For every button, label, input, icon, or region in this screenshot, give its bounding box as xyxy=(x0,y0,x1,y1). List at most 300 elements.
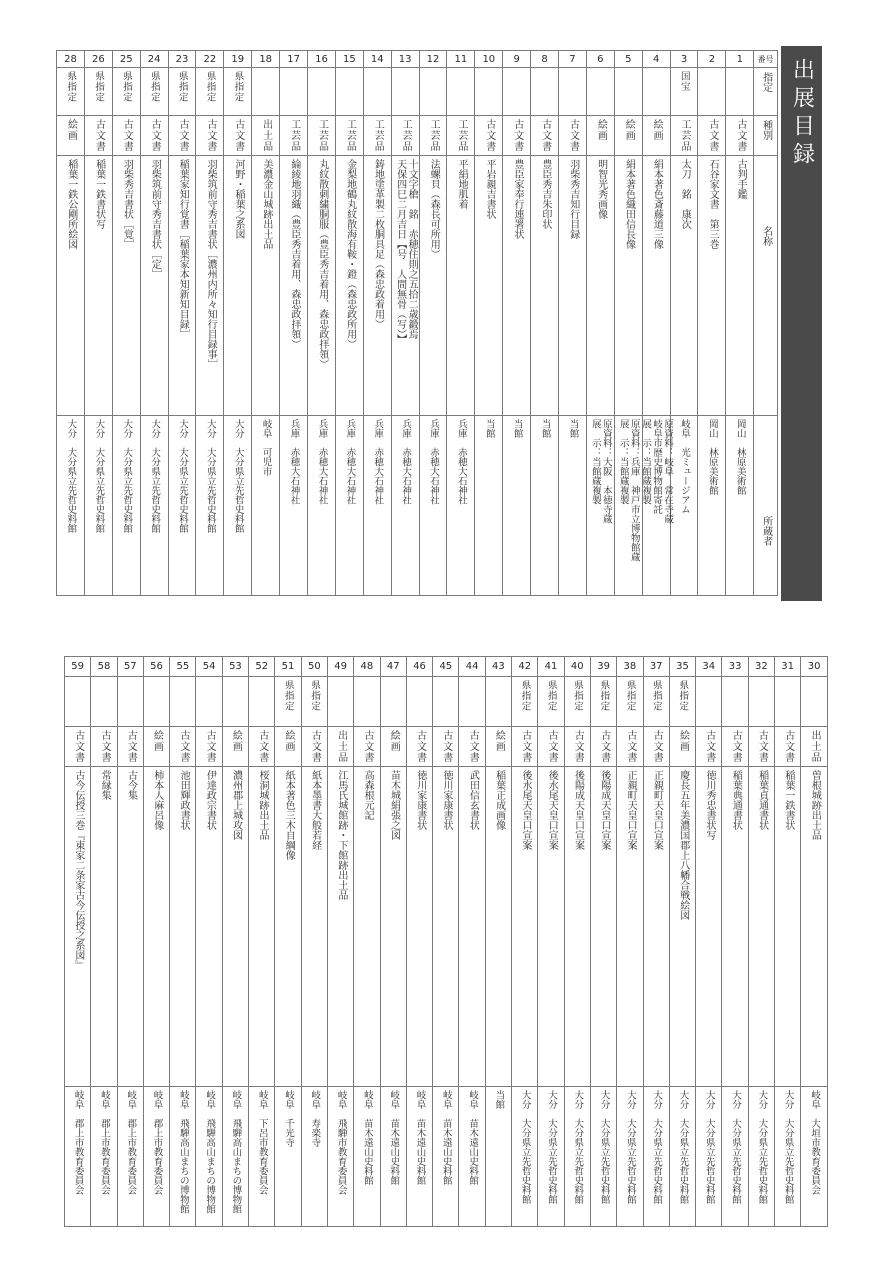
item-name: 池田輝政書状 xyxy=(178,770,190,830)
item-designation: 県指定 xyxy=(204,71,216,103)
catalog-cell-no: 2 xyxy=(698,51,726,68)
item-type: 古文書 xyxy=(545,730,557,763)
catalog-cell-designation xyxy=(590,677,616,727)
catalog-cell-type xyxy=(726,116,754,156)
catalog-cell-no: 8 xyxy=(531,51,559,68)
item-owner: 岐阜 飛騨高山まちの博物館 xyxy=(177,1090,189,1214)
catalog-cell-no: 54 xyxy=(196,657,222,677)
item-owner: 大分 大分県立先哲史料館 xyxy=(624,1090,636,1204)
catalog-cell-type xyxy=(642,116,670,156)
catalog-cell-type xyxy=(301,727,327,767)
item-owner: 大分 大分県立先哲史料館 xyxy=(121,419,133,533)
catalog-cell-designation xyxy=(614,68,642,116)
catalog-cell-designation xyxy=(775,677,801,727)
catalog-cell-type xyxy=(590,727,616,767)
item-designation: 県指定 xyxy=(519,680,531,712)
item-owner: 岐阜 苗木遠山史料館 xyxy=(467,1090,479,1185)
catalog-cell-no: 47 xyxy=(380,657,406,677)
item-name: 慶長五年美濃国郡上八幡合戦絵図 xyxy=(677,770,689,920)
item-type: 古文書 xyxy=(256,730,268,763)
catalog-cell-designation xyxy=(57,68,85,116)
catalog-cell-owner xyxy=(301,1087,327,1227)
catalog-cell-name xyxy=(503,156,531,416)
catalog-cell-no: 33 xyxy=(722,657,748,677)
item-owner: 展 示：当館蔵複製 xyxy=(617,419,629,505)
catalog-cell-type xyxy=(380,727,406,767)
item-owner: 大分 大分県立先哲史料館 xyxy=(149,419,161,533)
table-row-type xyxy=(57,116,778,156)
item-type: 絵画 xyxy=(388,730,400,752)
catalog-cell-type xyxy=(117,727,143,767)
table-row-designation xyxy=(57,68,778,116)
item-type: 出土品 xyxy=(260,119,272,152)
item-owner: 岐阜 飛騨市教育委員会 xyxy=(335,1090,347,1195)
item-name: 濃州郡上城攻図 xyxy=(230,770,242,840)
item-owner: 展 示：当館蔵複製 xyxy=(640,419,652,505)
catalog-cell-owner xyxy=(280,416,308,596)
catalog-cell-no: 18 xyxy=(252,51,280,68)
item-name: 古今集 xyxy=(125,770,137,800)
catalog-cell-designation xyxy=(65,677,91,727)
catalog-cell-owner xyxy=(354,1087,380,1227)
catalog-cell-no: 41 xyxy=(538,657,564,677)
catalog-cell-owner xyxy=(586,416,614,596)
item-type: 古文書 xyxy=(204,730,216,763)
catalog-cell-name xyxy=(252,156,280,416)
catalog-cell-name xyxy=(140,156,168,416)
item-type: 絵画 xyxy=(595,119,607,141)
catalog-cell-no: 52 xyxy=(249,657,275,677)
item-name: 鋳地塗革製二枚胴具足（森忠政着用） xyxy=(372,159,384,329)
catalog-cell-no: 48 xyxy=(354,657,380,677)
catalog-cell-designation xyxy=(308,68,336,116)
item-type: 出土品 xyxy=(335,730,347,763)
catalog-cell-owner xyxy=(459,1087,485,1227)
item-owner: 当館 xyxy=(539,419,551,438)
catalog-cell-name xyxy=(590,767,616,1087)
catalog-cell-type xyxy=(722,727,748,767)
item-type: 工芸品 xyxy=(455,119,467,152)
catalog-cell-name xyxy=(643,767,669,1087)
catalog-cell-owner xyxy=(380,1087,406,1227)
catalog-cell-no: 22 xyxy=(196,51,224,68)
catalog-cell-no: 15 xyxy=(335,51,363,68)
catalog-cell-type xyxy=(196,116,224,156)
item-owner: 岐阜 飛騨高山まちの博物館 xyxy=(230,1090,242,1214)
catalog-cell-owner xyxy=(726,416,754,596)
item-owner: 岐阜 可児市 xyxy=(260,419,272,476)
item-type: 工芸品 xyxy=(428,119,440,152)
catalog-cell-designation xyxy=(222,677,248,727)
item-owner: 岐阜 寿楽寺 xyxy=(309,1090,321,1147)
catalog-cell-no: 17 xyxy=(280,51,308,68)
item-name: 平岩親吉書状 xyxy=(484,159,496,219)
catalog-cell-owner xyxy=(698,416,726,596)
item-type: 古文書 xyxy=(440,730,452,763)
item-owner: 大分 大分県立先哲史料館 xyxy=(93,419,105,533)
catalog-cell-name xyxy=(722,767,748,1087)
catalog-cell-no: 4 xyxy=(642,51,670,68)
item-type: 古文書 xyxy=(149,119,161,152)
catalog-cell-owner xyxy=(696,1087,722,1227)
catalog-cell-name xyxy=(65,767,91,1087)
item-designation: 県指定 xyxy=(120,71,132,103)
catalog-cell-no: 32 xyxy=(748,657,774,677)
catalog-cell-type xyxy=(275,727,301,767)
item-name: 江馬氏城館跡・下館跡出土品 xyxy=(335,770,347,900)
item-name: 羽柴秀吉書状［覚］ xyxy=(121,159,133,249)
item-type: 古文書 xyxy=(414,730,426,763)
item-owner: 岐阜 下呂市教育委員会 xyxy=(256,1090,268,1195)
catalog-cell-type xyxy=(406,727,432,767)
catalog-cell-designation xyxy=(698,68,726,116)
header-label-owner: 所蔵者 xyxy=(760,516,772,546)
catalog-cell-owner xyxy=(722,1087,748,1227)
item-type: 古文書 xyxy=(734,119,746,152)
catalog-cell-name xyxy=(91,767,117,1087)
catalog-cell-no: 43 xyxy=(485,657,511,677)
catalog-cell-designation xyxy=(196,677,222,727)
header-label-name: 名称 xyxy=(760,226,772,246)
item-name: 稲葉一鉄書状写 xyxy=(93,159,105,229)
catalog-cell-no: 3 xyxy=(670,51,698,68)
item-designation: 県指定 xyxy=(232,71,244,103)
catalog-cell-designation xyxy=(447,68,475,116)
catalog-cell-no: 46 xyxy=(406,657,432,677)
item-name: 石谷家文書 第三巻 xyxy=(707,159,719,249)
catalog-cell-owner xyxy=(669,1087,695,1227)
catalog-cell-owner xyxy=(590,1087,616,1227)
item-type: 古文書 xyxy=(706,119,718,152)
item-name: 稲葉家知行覚書［稲葉家本知新知目録］ xyxy=(177,159,189,339)
catalog-cell-type xyxy=(586,116,614,156)
catalog-cell-designation xyxy=(419,68,447,116)
catalog-cell-name xyxy=(117,767,143,1087)
catalog-cell-designation xyxy=(564,677,590,727)
catalog-cell-type xyxy=(564,727,590,767)
catalog-cell-name xyxy=(335,156,363,416)
catalog-cell-name xyxy=(447,156,475,416)
item-owner: 大分 大分県立先哲史料館 xyxy=(703,1090,715,1204)
item-name: 絹本著色織田信長像 xyxy=(623,159,635,249)
table-row-owner xyxy=(65,1087,828,1227)
item-type: 古文書 xyxy=(567,119,579,152)
item-owner: 展 示：当館蔵複製 xyxy=(589,419,601,505)
catalog-cell-name xyxy=(559,156,587,416)
catalog-cell-type xyxy=(308,116,336,156)
item-type: 古文書 xyxy=(121,119,133,152)
catalog-cell-name xyxy=(669,767,695,1087)
catalog-cell-type xyxy=(168,116,196,156)
catalog-cell-designation xyxy=(327,677,353,727)
item-name: 徳川家康書状 xyxy=(441,770,453,830)
item-type: 古文書 xyxy=(598,730,610,763)
catalog-cell-owner xyxy=(617,1087,643,1227)
catalog-cell-owner xyxy=(117,1087,143,1227)
catalog-cell-name xyxy=(775,767,801,1087)
catalog-cell-no: 13 xyxy=(391,51,419,68)
catalog-cell-type xyxy=(391,116,419,156)
catalog-cell-owner xyxy=(433,1087,459,1227)
catalog-cell-name xyxy=(642,156,670,416)
catalog-cell-name xyxy=(301,767,327,1087)
catalog-cell-owner xyxy=(419,416,447,596)
item-type: 絵画 xyxy=(623,119,635,141)
catalog-cell-no: 9 xyxy=(503,51,531,68)
catalog-cell-owner xyxy=(249,1087,275,1227)
catalog-cell-no: 51 xyxy=(275,657,301,677)
item-owner: 大分 大分県立先哲史料館 xyxy=(572,1090,584,1204)
item-owner: 大分 大分県立先哲史料館 xyxy=(176,419,188,533)
catalog-cell-designation xyxy=(380,677,406,727)
catalog-cell-no: 10 xyxy=(475,51,503,68)
catalog-cell-name xyxy=(586,156,614,416)
item-designation: 県指定 xyxy=(176,71,188,103)
item-owner: 大分 大分県立先哲史料館 xyxy=(782,1090,794,1204)
item-owner: 岐阜 郡上市教育委員会 xyxy=(125,1090,137,1195)
catalog-cell-owner xyxy=(564,1087,590,1227)
item-type: 工芸品 xyxy=(679,119,691,152)
catalog-cell-name xyxy=(222,767,248,1087)
catalog-cell-type xyxy=(775,727,801,767)
catalog-cell-owner xyxy=(538,1087,564,1227)
item-type: 古文書 xyxy=(93,119,105,152)
catalog-cell-type xyxy=(91,727,117,767)
item-owner: 岐阜 千光寺 xyxy=(283,1090,294,1147)
catalog-cell-owner xyxy=(170,1087,196,1227)
catalog-cell-owner xyxy=(222,1087,248,1227)
item-name: 美濃金山城跡出土品 xyxy=(260,159,272,249)
item-owner: 当館 xyxy=(567,419,579,438)
catalog-cell-type xyxy=(696,727,722,767)
catalog-cell-no: 7 xyxy=(559,51,587,68)
catalog-cell-designation xyxy=(91,677,117,727)
catalog-cell-type xyxy=(459,727,485,767)
item-type: 工芸品 xyxy=(288,119,300,152)
item-name: 羽柴筑前守秀吉書状［濃州内所々知行目録事］ xyxy=(205,159,217,369)
catalog-cell-designation xyxy=(459,677,485,727)
item-name: 豊臣家奉行連署状 xyxy=(511,159,523,239)
item-name: 豊臣秀吉朱印状 xyxy=(539,159,551,229)
catalog-cell-name xyxy=(670,156,698,416)
item-owner: 原資料：岐阜 常在寺蔵 xyxy=(662,419,674,524)
catalog-cell-name xyxy=(801,767,828,1087)
catalog-cell-designation xyxy=(275,677,301,727)
catalog-cell-type xyxy=(170,727,196,767)
catalog-cell-owner xyxy=(335,416,363,596)
catalog-cell-name xyxy=(748,767,774,1087)
catalog-cell-owner xyxy=(196,1087,222,1227)
catalog-cell-name xyxy=(485,767,511,1087)
catalog-cell-no: 14 xyxy=(363,51,391,68)
catalog-cell-designation xyxy=(801,677,828,727)
item-name: 稲葉正成画像 xyxy=(493,770,505,830)
catalog-cell-designation xyxy=(748,677,774,727)
catalog-cell-no: 16 xyxy=(308,51,336,68)
item-name: 柿本人麻呂像 xyxy=(151,770,163,830)
catalog-cell-name xyxy=(168,156,196,416)
item-name: 法螺貝（森長可所用） xyxy=(428,159,440,259)
catalog-cell-type xyxy=(57,116,85,156)
catalog-cell-designation xyxy=(252,68,280,116)
item-type: 古文書 xyxy=(72,730,84,763)
catalog-cell-name xyxy=(391,156,419,416)
item-owner: 岐阜 苗木遠山史料館 xyxy=(414,1090,426,1185)
catalog-cell-designation xyxy=(301,677,327,727)
catalog-cell-designation xyxy=(475,68,503,116)
catalog-cell-name xyxy=(196,767,222,1087)
catalog-cell-designation xyxy=(726,68,754,116)
item-designation: 県指定 xyxy=(650,680,662,712)
item-name: 絹本著色斎藤道三像 xyxy=(651,159,663,249)
catalog-cell-designation xyxy=(112,68,140,116)
item-owner: 大分 大分県立先哲史料館 xyxy=(545,1090,557,1204)
page-title-text: 出展目録 xyxy=(789,58,815,170)
item-type: 古文書 xyxy=(511,119,523,152)
item-owner: 岐阜 苗木遠山史料館 xyxy=(440,1090,452,1185)
catalog-cell-designation xyxy=(354,677,380,727)
table-row-designation xyxy=(65,677,828,727)
item-name: 羽柴筑前守秀吉書状［定］ xyxy=(149,159,161,279)
catalog-cell-type xyxy=(249,727,275,767)
item-owner: 原資料：兵庫 神戸市立博物館蔵 xyxy=(628,419,640,562)
catalog-cell-owner xyxy=(224,416,252,596)
item-owner: 大分 大分県立先哲史料館 xyxy=(756,1090,768,1204)
catalog-cell-type xyxy=(748,727,774,767)
catalog-cell-no: 53 xyxy=(222,657,248,677)
item-owner: 岐阜市歴史博物館寄託 xyxy=(651,419,663,514)
catalog-cell-type xyxy=(538,727,564,767)
item-owner: 大分 大分県立先哲史料館 xyxy=(598,1090,610,1204)
catalog-cell-owner xyxy=(643,1087,669,1227)
item-name: 紙本墨書大般若経 xyxy=(309,770,321,850)
item-owner: 兵庫 赤穂大石神社 xyxy=(428,419,439,505)
catalog-cell-type xyxy=(698,116,726,156)
item-type: 古文書 xyxy=(730,730,742,763)
catalog-cell-no: 26 xyxy=(84,51,112,68)
item-owner: 岐阜 大垣市教育委員会 xyxy=(809,1090,821,1195)
catalog-cell-type xyxy=(643,727,669,767)
catalog-cell-owner xyxy=(531,416,559,596)
item-type: 古文書 xyxy=(177,119,188,152)
catalog-cell-name xyxy=(406,767,432,1087)
catalog-cell-no: 44 xyxy=(459,657,485,677)
catalog-cell-owner xyxy=(91,1087,117,1227)
catalog-cell-designation xyxy=(249,677,275,727)
item-designation: 県指定 xyxy=(545,680,557,712)
item-type: 古文書 xyxy=(756,730,768,763)
catalog-cell-no: 24 xyxy=(140,51,168,68)
item-owner: 岐阜 郡上市教育委員会 xyxy=(98,1090,110,1195)
item-designation: 県指定 xyxy=(93,71,105,103)
catalog-cell-designation xyxy=(140,68,168,116)
item-type: 古文書 xyxy=(98,730,110,763)
item-name: 稲葉一鉄書状 xyxy=(782,770,794,830)
item-owner: 兵庫 赤穂大石神社 xyxy=(455,419,467,505)
catalog-cell-name xyxy=(327,767,353,1087)
item-designation: 国宝 xyxy=(678,71,690,92)
item-name: 稲葉典通書状 xyxy=(730,770,742,830)
catalog-cell-designation xyxy=(586,68,614,116)
item-name: 古判手鑑 xyxy=(735,159,747,199)
item-name: 高森根元記 xyxy=(362,770,374,820)
catalog-cell-designation xyxy=(196,68,224,116)
catalog-cell-owner xyxy=(406,1087,432,1227)
item-name: 河野・稲葉之系図 xyxy=(233,159,245,239)
catalog-cell-no: 38 xyxy=(617,657,643,677)
catalog-cell-name xyxy=(170,767,196,1087)
catalog-cell-name xyxy=(614,156,642,416)
item-owner: 大分 大分県立先哲史料館 xyxy=(651,1090,663,1204)
catalog-cell-no: 59 xyxy=(65,657,91,677)
catalog-cell-name xyxy=(512,767,538,1087)
item-owner: 岐阜 苗木遠山史料館 xyxy=(361,1090,373,1185)
catalog-cell-designation xyxy=(406,677,432,727)
catalog-cell-type xyxy=(485,727,511,767)
catalog-cell-owner xyxy=(391,416,419,596)
header-cell-type xyxy=(754,116,778,156)
item-name: 後陽成天皇口宣案 xyxy=(572,770,584,850)
item-type: 工芸品 xyxy=(372,119,384,152)
item-name: 桜洞城跡出土品 xyxy=(256,770,268,840)
item-name: 金梨地鶴丸紋散海有鞍・鐙（森忠政所用） xyxy=(344,159,356,349)
item-designation: 県指定 xyxy=(598,680,610,712)
item-type: 絵画 xyxy=(283,730,295,752)
catalog-cell-designation xyxy=(696,677,722,727)
item-designation: 県指定 xyxy=(624,680,636,712)
catalog-cell-type xyxy=(801,727,828,767)
page-title xyxy=(781,46,822,601)
item-name: 明智光秀画像 xyxy=(595,159,607,219)
catalog-cell-name xyxy=(84,156,112,416)
item-type: 古文書 xyxy=(703,730,715,763)
catalog-cell-name xyxy=(459,767,485,1087)
catalog-cell-type xyxy=(222,727,248,767)
catalog-cell-owner xyxy=(168,416,196,596)
catalog-cell-type xyxy=(354,727,380,767)
catalog-cell-name xyxy=(354,767,380,1087)
header-cell-owner xyxy=(754,416,778,596)
catalog-cell-type xyxy=(363,116,391,156)
item-name: 苗木城絹張之図 xyxy=(388,770,400,840)
catalog-cell-designation xyxy=(224,68,252,116)
catalog-cell-type xyxy=(143,727,169,767)
item-name: 伊達政宗書状 xyxy=(204,770,216,830)
item-name: 正親町天皇口宣案 xyxy=(651,770,663,850)
catalog-cell-designation xyxy=(168,68,196,116)
item-owner: 当館 xyxy=(483,419,495,438)
catalog-cell-owner xyxy=(485,1087,511,1227)
item-type: 絵画 xyxy=(651,119,663,141)
item-name: 常縁集 xyxy=(99,770,111,800)
catalog-cell-type xyxy=(531,116,559,156)
catalog-cell-owner xyxy=(196,416,224,596)
catalog-cell-owner xyxy=(275,1087,301,1227)
catalog-cell-type xyxy=(512,727,538,767)
catalog-cell-no: 19 xyxy=(224,51,252,68)
item-name: 十文字槍 銘 赤穂住則之五拾二歳鍛焉 xyxy=(406,159,418,339)
catalog-cell-type xyxy=(614,116,642,156)
catalog-cell-name xyxy=(475,156,503,416)
catalog-cell-name xyxy=(280,156,308,416)
catalog-cell-designation xyxy=(117,677,143,727)
item-name: 羽柴秀吉知行目録 xyxy=(567,159,579,239)
catalog-cell-no: 12 xyxy=(419,51,447,68)
catalog-cell-owner xyxy=(512,1087,538,1227)
catalog-cell-no: 35 xyxy=(669,657,695,677)
item-owner: 岐阜 光ミュージアム xyxy=(679,419,691,514)
catalog-cell-owner xyxy=(84,416,112,596)
